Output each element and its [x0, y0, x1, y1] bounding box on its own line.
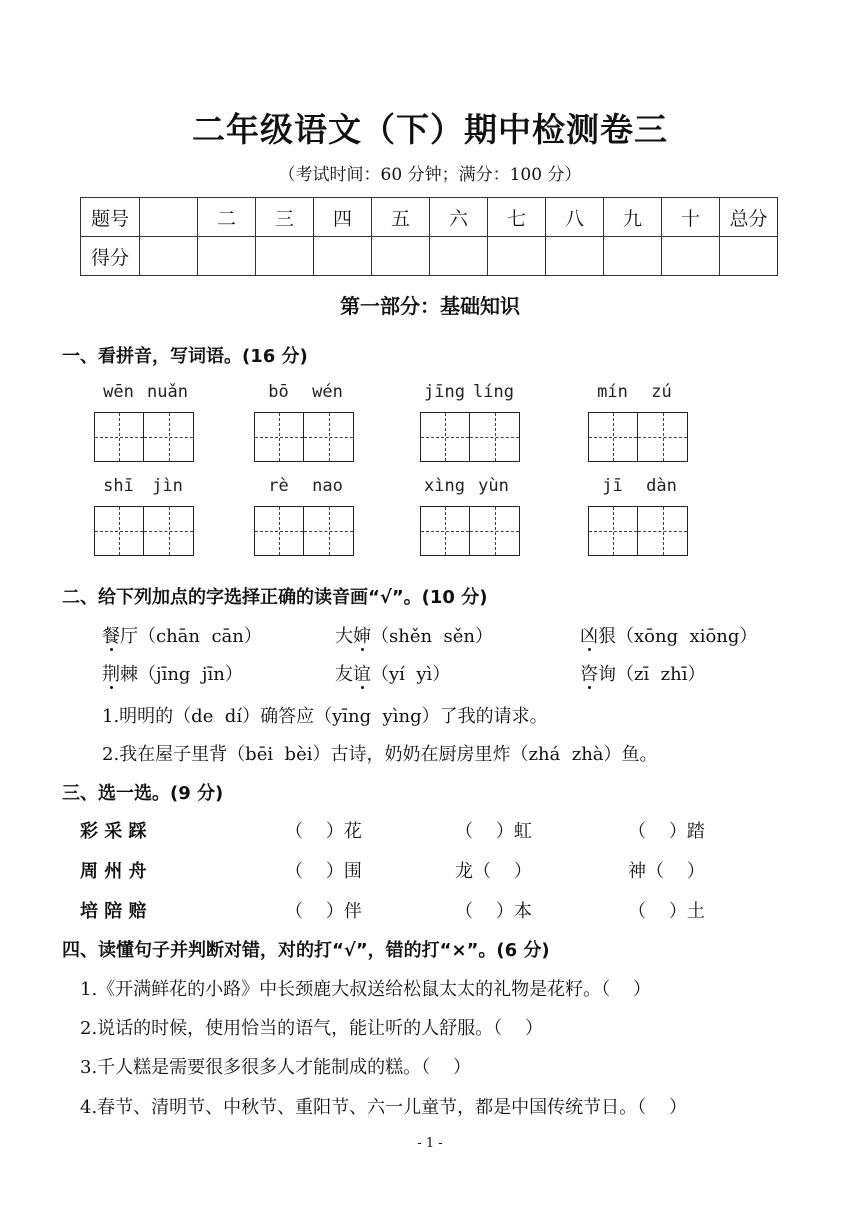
reading-item	[335, 660, 450, 686]
writing-grid[interactable]	[420, 412, 520, 462]
writing-cell[interactable]	[95, 507, 144, 555]
score-col-8: 八	[546, 198, 604, 237]
reading-sentence-1: 1.明明的（de dí）确答应（yīng yìng）了我的请求。	[102, 706, 548, 727]
pinyin-syllable: mín	[597, 382, 628, 402]
writing-cell[interactable]	[255, 507, 304, 555]
score-cell[interactable]	[604, 237, 662, 276]
score-col-10: 十	[662, 198, 720, 237]
writing-cell[interactable]	[421, 413, 470, 461]
pinyin-syllable: rè	[268, 476, 289, 496]
fill-blank[interactable]: （ ）伴	[285, 901, 362, 922]
judge-item-4: 4.春节、清明节、中秋节、重阳节、六一儿童节，都是中国传统节日。（ ）	[80, 1097, 688, 1118]
reading-item	[335, 622, 493, 648]
score-cell[interactable]	[140, 237, 198, 276]
reading-options: （yí yì）	[371, 664, 451, 685]
score-total-cell[interactable]	[720, 237, 778, 276]
writing-grid[interactable]	[94, 506, 194, 556]
fill-blank[interactable]: （ ）本	[455, 901, 532, 922]
writing-cell[interactable]	[470, 507, 519, 555]
writing-cell[interactable]	[95, 413, 144, 461]
pinyin-syllable: bō	[268, 382, 289, 402]
pinyin-syllable: líng	[473, 382, 514, 402]
writing-cell[interactable]	[421, 507, 470, 555]
score-col-4: 四	[314, 198, 372, 237]
writing-cell[interactable]	[638, 413, 687, 461]
pinyin-label	[588, 382, 686, 402]
reading-item	[102, 622, 262, 648]
page-number: - 1 -	[417, 1136, 443, 1151]
score-total-label: 总分	[720, 198, 778, 237]
writing-cell[interactable]	[144, 413, 193, 461]
pinyin-item	[588, 382, 688, 462]
score-row-label: 得分	[81, 237, 140, 276]
score-cell[interactable]	[372, 237, 430, 276]
score-cell[interactable]	[430, 237, 488, 276]
score-header-label: 题号	[81, 198, 140, 237]
pinyin-syllable: nao	[312, 476, 343, 496]
fill-blank[interactable]: （ ）围	[285, 861, 362, 882]
exam-info: （考试时间：60 分钟；满分：100 分）	[278, 165, 582, 185]
writing-cell[interactable]	[304, 507, 353, 555]
fill-blank[interactable]: （ ）踏	[628, 821, 705, 842]
pinyin-label	[420, 476, 518, 496]
pinyin-syllable: jīng	[424, 382, 465, 402]
reading-options: （shěn sěn）	[371, 626, 494, 647]
writing-cell[interactable]	[638, 507, 687, 555]
section-3-heading: 三、选一选。(9 分)	[62, 783, 224, 804]
dotted-char: 咨	[580, 664, 598, 685]
judge-item-3: 3.千人糕是需要很多很多人才能制成的糕。（ ）	[80, 1057, 472, 1078]
pinyin-item	[420, 382, 520, 462]
part-title: 第一部分：基础知识	[340, 294, 520, 318]
writing-cell[interactable]	[589, 507, 638, 555]
pinyin-syllable: xìng	[424, 476, 465, 496]
score-cell[interactable]	[662, 237, 720, 276]
writing-grid[interactable]	[588, 412, 688, 462]
score-cell[interactable]	[314, 237, 372, 276]
score-table-header-row	[81, 198, 778, 237]
pinyin-syllable: wén	[312, 382, 343, 402]
fill-blank[interactable]: （ ）土	[628, 901, 705, 922]
score-cell[interactable]	[256, 237, 314, 276]
writing-cell[interactable]	[589, 413, 638, 461]
writing-grid[interactable]	[254, 506, 354, 556]
pinyin-item	[94, 476, 194, 556]
page-title: 二年级语文（下）期中检测卷三	[192, 110, 668, 149]
score-col-1	[140, 198, 198, 237]
pinyin-syllable: dàn	[646, 476, 677, 496]
score-col-9: 九	[604, 198, 662, 237]
fill-blank[interactable]: 神（ ）	[628, 861, 705, 882]
reading-item	[580, 622, 757, 648]
pinyin-item	[420, 476, 520, 556]
dotted-char: 餐	[102, 626, 120, 647]
plain-char: 友	[335, 664, 353, 685]
pinyin-item	[254, 382, 354, 462]
score-col-5: 五	[372, 198, 430, 237]
fill-blank[interactable]: （ ）虹	[455, 821, 532, 842]
judge-item-1: 1.《开满鲜花的小路》中长颈鹿大叔送给松鼠太太的礼物是花籽。（ ）	[80, 979, 652, 1000]
writing-grid[interactable]	[420, 506, 520, 556]
score-cell[interactable]	[488, 237, 546, 276]
pinyin-label	[94, 476, 192, 496]
score-col-7: 七	[488, 198, 546, 237]
reading-options: 询（zī zhī）	[598, 664, 706, 685]
pinyin-label	[420, 382, 518, 402]
score-col-2: 二	[198, 198, 256, 237]
pinyin-label	[94, 382, 192, 402]
pinyin-label	[254, 382, 352, 402]
section-2-heading: 二、给下列加点的字选择正确的读音画“√”。(10 分)	[62, 587, 488, 608]
writing-grid[interactable]	[94, 412, 194, 462]
pinyin-label	[254, 476, 352, 496]
fill-blank[interactable]: （ ）花	[285, 821, 362, 842]
score-col-3: 三	[256, 198, 314, 237]
writing-grid[interactable]	[254, 412, 354, 462]
score-cell[interactable]	[198, 237, 256, 276]
writing-cell[interactable]	[470, 413, 519, 461]
section-4-heading: 四、读懂句子并判断对错，对的打“√”，错的打“×”。(6 分)	[62, 940, 550, 961]
section-1-heading: 一、看拼音，写词语。(16 分)	[62, 346, 308, 367]
pinyin-item	[94, 382, 194, 462]
reading-options: 狠（xōng xiōng）	[598, 626, 758, 647]
writing-cell[interactable]	[144, 507, 193, 555]
pinyin-syllable: yùn	[478, 476, 509, 496]
reading-item	[102, 660, 243, 686]
char-choices: 培 陪 赔	[80, 901, 147, 922]
pinyin-syllable: zú	[651, 382, 672, 402]
fill-blank[interactable]: 龙（ ）	[455, 861, 532, 882]
dotted-char: 荆	[102, 664, 120, 685]
judge-item-2: 2.说话的时候，使用恰当的语气，能让听的人舒服。（ ）	[80, 1018, 544, 1039]
reading-options: 厅（chān cān）	[120, 626, 262, 647]
pinyin-item	[588, 476, 688, 556]
pinyin-syllable: jìn	[152, 476, 183, 496]
pinyin-label	[588, 476, 686, 496]
writing-grid[interactable]	[588, 506, 688, 556]
char-choices: 彩 采 踩	[80, 821, 147, 842]
reading-options: 棘（jīng jīn）	[120, 664, 243, 685]
pinyin-syllable: jī	[602, 476, 623, 496]
pinyin-syllable: shī	[103, 476, 134, 496]
score-table-score-row	[81, 237, 778, 276]
writing-cell[interactable]	[255, 413, 304, 461]
pinyin-syllable: nuǎn	[147, 382, 188, 402]
score-cell[interactable]	[546, 237, 604, 276]
reading-sentence-2: 2.我在屋子里背（bēi bèi）古诗，奶奶在厨房里炸（zhá zhà）鱼。	[102, 744, 658, 765]
score-table	[80, 197, 778, 276]
pinyin-item	[254, 476, 354, 556]
plain-char: 大	[335, 626, 353, 647]
char-choices: 周 州 舟	[80, 861, 147, 882]
dotted-char: 凶	[580, 626, 598, 647]
writing-cell[interactable]	[304, 413, 353, 461]
reading-item	[580, 660, 706, 686]
pinyin-syllable: wēn	[103, 382, 134, 402]
score-col-6: 六	[430, 198, 488, 237]
dotted-char: 谊	[353, 664, 371, 685]
dotted-char: 婶	[353, 626, 371, 647]
